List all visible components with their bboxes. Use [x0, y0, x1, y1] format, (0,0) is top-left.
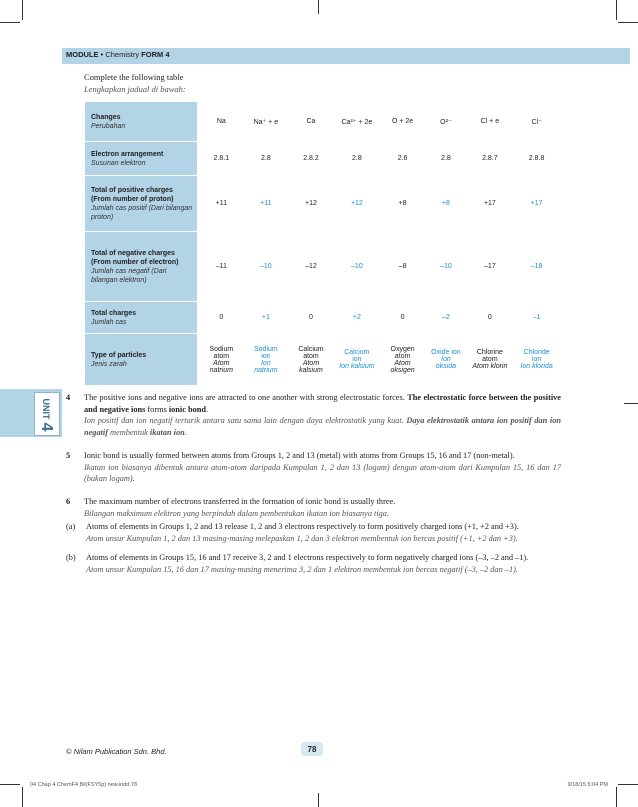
row-header-en: Electron arrangement: [91, 150, 164, 158]
answer-cell: [427, 302, 465, 334]
table-row: [85, 176, 559, 232]
table-cell: [465, 142, 515, 176]
table-cell: [198, 102, 246, 142]
item-4-en-b: forms: [145, 404, 169, 414]
cell-text: 2.8: [441, 155, 451, 162]
table-cell: [245, 142, 286, 176]
sub-item-label: (b): [66, 553, 76, 562]
cell-text: 2.8: [260, 155, 271, 162]
table-cell: [198, 176, 246, 232]
cell-text: Chloride ion: [523, 349, 550, 363]
sub-item-a-en: Atoms of elements in Groups 1, 2 and 13 release 1, 2 and 3 electrons respectively to form positively charged ions (+1, +2 and +3).: [86, 522, 519, 531]
answer-cell: [515, 302, 559, 334]
table-cell: [198, 302, 246, 334]
answer-cell: [245, 176, 286, 232]
crop-mark: [318, 0, 319, 14]
cell-text: –10: [260, 263, 272, 270]
cell-text: Na⁺ + e: [253, 118, 279, 126]
table-cell: [378, 302, 426, 334]
item-4-ms-bold2: ikatan ion: [149, 427, 185, 437]
form-label: FORM 4: [141, 50, 170, 59]
table-cell: [335, 142, 378, 176]
cell-text: –18: [530, 263, 543, 270]
unit-label: [29, 399, 63, 431]
answer-cell: [335, 334, 378, 386]
instruction-ms: Lengkapkan jadual di bawah:: [84, 84, 186, 94]
table-cell: [245, 102, 286, 142]
table-cell: [378, 102, 426, 142]
answer-cell: [515, 176, 559, 232]
table-cell: [198, 142, 246, 176]
crop-mark: [624, 403, 638, 404]
table-cell: [515, 142, 559, 176]
cell-text: O²⁻: [440, 118, 452, 126]
table-row: [85, 232, 559, 302]
answer-cell: [335, 302, 378, 334]
cell-text: –1: [532, 314, 541, 321]
cell-text: +17: [530, 200, 543, 207]
crop-mark: [616, 787, 617, 807]
cell-text: –10: [351, 263, 363, 270]
cell-text: Cl + e: [480, 118, 500, 125]
answer-cell: [245, 232, 286, 302]
item-4-en-c: .: [205, 404, 209, 414]
crop-mark: [618, 22, 638, 23]
cell-text: Sodium atom: [209, 345, 234, 360]
cell-text: +12: [305, 200, 317, 207]
crop-mark: [0, 784, 20, 785]
row-header-ms: Susunan elektron: [91, 159, 146, 167]
table-cell: [465, 232, 515, 302]
cell-text: 0: [487, 314, 492, 321]
table-cell: [378, 334, 426, 386]
cell-text: 2.8.2: [303, 155, 319, 162]
row-header: [85, 102, 198, 142]
answer-cell: [335, 232, 378, 302]
cell-text: –11: [215, 263, 227, 270]
table-cell: [465, 176, 515, 232]
crop-mark: [0, 22, 20, 23]
row-header-en: Changes: [91, 113, 121, 121]
item-4-ms-a: Ion positif dan ion negatif tertarik antara satu sama lain dengan daya elektrostatik yang kuat.: [84, 416, 407, 425]
answer-cell: [335, 176, 378, 232]
table-cell: [335, 102, 378, 142]
unit-text: UNIT: [41, 398, 51, 420]
cell-text: Cl⁻: [531, 118, 542, 126]
cell-text: Oxide ion: [431, 349, 461, 356]
row-header: [85, 232, 198, 302]
table-cell: [465, 302, 515, 334]
table-cell: [198, 232, 246, 302]
table-cell: [378, 232, 426, 302]
item-5-en: Ionic bond is usually formed between atoms from Groups 1, 2 and 13 (metal) with atoms from Groups 15, 16 and 17 (non-metal).: [84, 451, 515, 460]
table-instruction: [84, 71, 186, 95]
table-cell: [378, 176, 426, 232]
sub-item-a-ms: Atom unsur Kumpulan 1, 2 dan 13 masing-masing melepaskan 1, 2 dan 3 elektron membentuk ion bercas positif (+1, +2 dan +3).: [86, 533, 518, 543]
cell-text: +12: [350, 200, 363, 207]
table-cell: [427, 102, 465, 142]
cell-text-ms: Atom kalsium: [299, 359, 323, 374]
table-cell: [427, 142, 465, 176]
cell-text: +2: [352, 314, 361, 321]
row-header-en: Total of positive charges (From number of proton): [91, 186, 174, 203]
cell-text: 2.8.1: [213, 155, 230, 162]
subject-label: Chemistry: [105, 50, 140, 59]
answer-cell: [427, 334, 465, 386]
cell-text-ms: Atom natrium: [209, 359, 233, 374]
ion-formation-table: [84, 101, 559, 386]
row-header-ms: Jumlah cas negatif (Dari bilangan elektron): [91, 267, 167, 284]
note-item-4: [66, 392, 561, 438]
row-header-en: Total of negative charges (From number of electron): [91, 249, 179, 266]
table-row: [85, 334, 559, 386]
row-header: [85, 334, 198, 386]
sub-item-label: (a): [66, 522, 76, 531]
item-4-en-bold: The electrostatic force between the positive and negative ions: [84, 393, 561, 414]
cell-text: –2: [442, 314, 450, 321]
cell-text: +8: [441, 200, 450, 207]
item-number: 4: [66, 393, 71, 402]
item-4-en-a: The positive ions and negative ions are attracted to one another with strong electrostatic forces.: [84, 393, 408, 402]
cell-text: 0: [309, 314, 313, 321]
row-header-ms: Jumlah cas positif (Dari bilangan proton): [91, 204, 193, 221]
row-header: [85, 142, 198, 176]
item-6-en: The maximum number of electrons transferred in the formation of ionic bond is usually three.: [84, 497, 396, 506]
cell-text: 0: [400, 314, 405, 321]
table-cell: [287, 334, 336, 386]
cell-text: –8: [398, 263, 407, 270]
cell-text: Oxygen atom: [390, 345, 415, 360]
sub-item-b-en: Atoms of elements in Groups 15, 16 and 17 receive 3, 2 and 1 electrons respectively to form negatively charged ions (–3, –2 and –1).: [86, 553, 529, 562]
cell-text: 2.8.7: [482, 155, 498, 162]
table-cell: [198, 334, 246, 386]
cell-text: –12: [305, 263, 317, 270]
table-cell: [465, 102, 515, 142]
answer-cell: [245, 302, 286, 334]
cell-text: Calcium atom: [298, 345, 324, 360]
table-cell: [287, 102, 336, 142]
crop-mark: [22, 787, 23, 807]
row-header-en: Type of particles: [91, 351, 147, 359]
table-cell: [378, 142, 426, 176]
table-cell: [287, 232, 336, 302]
cell-text: Ca²⁺ + 2e: [341, 118, 373, 126]
row-header: [85, 176, 198, 232]
file-slug: 04 Chap 4 ChemF4 Bil(FSY5p) new.indd 78: [30, 782, 138, 788]
cell-text-ms: Ion natrium: [254, 359, 278, 374]
answer-cell: [427, 232, 465, 302]
table-row: [85, 142, 559, 176]
answer-cell: [515, 334, 559, 386]
cell-text: Calcium ion: [344, 349, 370, 363]
cell-text: 2.8: [352, 155, 362, 162]
answer-cell: [515, 232, 559, 302]
table-cell: [287, 176, 336, 232]
crop-mark: [318, 793, 319, 807]
publisher-credit: © Nilam Publication Sdn. Bhd.: [66, 747, 167, 756]
note-item-6: [66, 496, 561, 575]
answer-cell: [245, 334, 286, 386]
cell-text: O + 2e: [391, 118, 414, 125]
table-cell: [287, 302, 336, 334]
row-header-ms: Jumlah cas: [91, 318, 127, 326]
module-header: [66, 50, 170, 59]
cell-text: 0: [219, 314, 224, 321]
crop-mark: [22, 0, 23, 20]
cell-text-ms: Atom klorin: [472, 363, 508, 370]
module-label: MODULE •: [66, 50, 104, 59]
note-item-5: [66, 450, 561, 485]
table-cell: [515, 102, 559, 142]
crop-mark: [616, 0, 617, 20]
cell-text: 2.6: [397, 155, 408, 162]
cell-text-ms: Ion klorida: [520, 363, 553, 370]
item-number: 5: [66, 451, 71, 460]
item-4-ms-b: membentuk: [107, 427, 150, 437]
cell-text: Chlorine atom: [476, 349, 503, 363]
sub-item-b-ms: Atom unsur Kumpulan 15, 16 dan 17 masing-masing menerima 3, 2 dan 1 elektron membentuk ion bercas negatif (–3, –2 dan –1).: [86, 564, 518, 574]
item-4-ms: [84, 415, 561, 438]
date-slug: 9/18/15 5:04 PM: [567, 782, 608, 788]
cell-text: –17: [484, 263, 496, 270]
answer-cell: [427, 176, 465, 232]
item-5-ms: Ikatan ion biasanya dibentuk antara atom-atom daripada Kumpulan 1, 2 dan 13 (logam) dengan atom-atom dari Kumpulan 15, 16 dan 17 (bukan logam).: [84, 462, 561, 483]
cell-text: +1: [261, 314, 270, 321]
sub-item-a: [66, 521, 561, 544]
unit-number: 4: [38, 422, 55, 432]
row-header: [85, 302, 198, 334]
instruction-en: Complete the following table: [84, 72, 184, 82]
item-4-ms-bold: Daya elektrostatik antara ion positif dan ion negatif: [84, 416, 561, 437]
row-header-ms: Perubahan: [91, 122, 126, 130]
cell-text: Na: [216, 118, 226, 125]
item-4-en-bold2: ionic bond: [168, 404, 206, 414]
table-cell: [465, 334, 515, 386]
item-6-ms: Bilangan maksimum elektron yang berpindah dalam pembentukan ikatan ion biasanya tiga.: [84, 508, 390, 518]
crop-mark: [618, 784, 638, 785]
table-row: [85, 102, 559, 142]
cell-text: Ca: [306, 118, 316, 125]
item-4-ms-c: .: [184, 427, 187, 437]
cell-text: Sodium ion: [253, 345, 278, 360]
cell-text: +11: [215, 200, 227, 207]
cell-text: –10: [440, 263, 452, 270]
row-header-ms: Jenis zarah: [91, 360, 127, 368]
item-number: 6: [66, 497, 71, 506]
cell-text: +11: [260, 200, 272, 207]
cell-text: 2.8.8: [528, 155, 545, 162]
cell-text-ms: Ion oksida: [435, 356, 457, 370]
sub-item-b: [66, 552, 561, 575]
table-cell: [287, 142, 336, 176]
cell-text: +8: [398, 200, 407, 207]
cell-text: +17: [483, 200, 496, 207]
table-row: [85, 302, 559, 334]
page-number: 78: [301, 742, 323, 756]
row-header-en: Total charges: [91, 309, 136, 317]
cell-text-ms: Ion kalsium: [339, 363, 375, 370]
cell-text-ms: Atom oksigen: [390, 359, 415, 374]
